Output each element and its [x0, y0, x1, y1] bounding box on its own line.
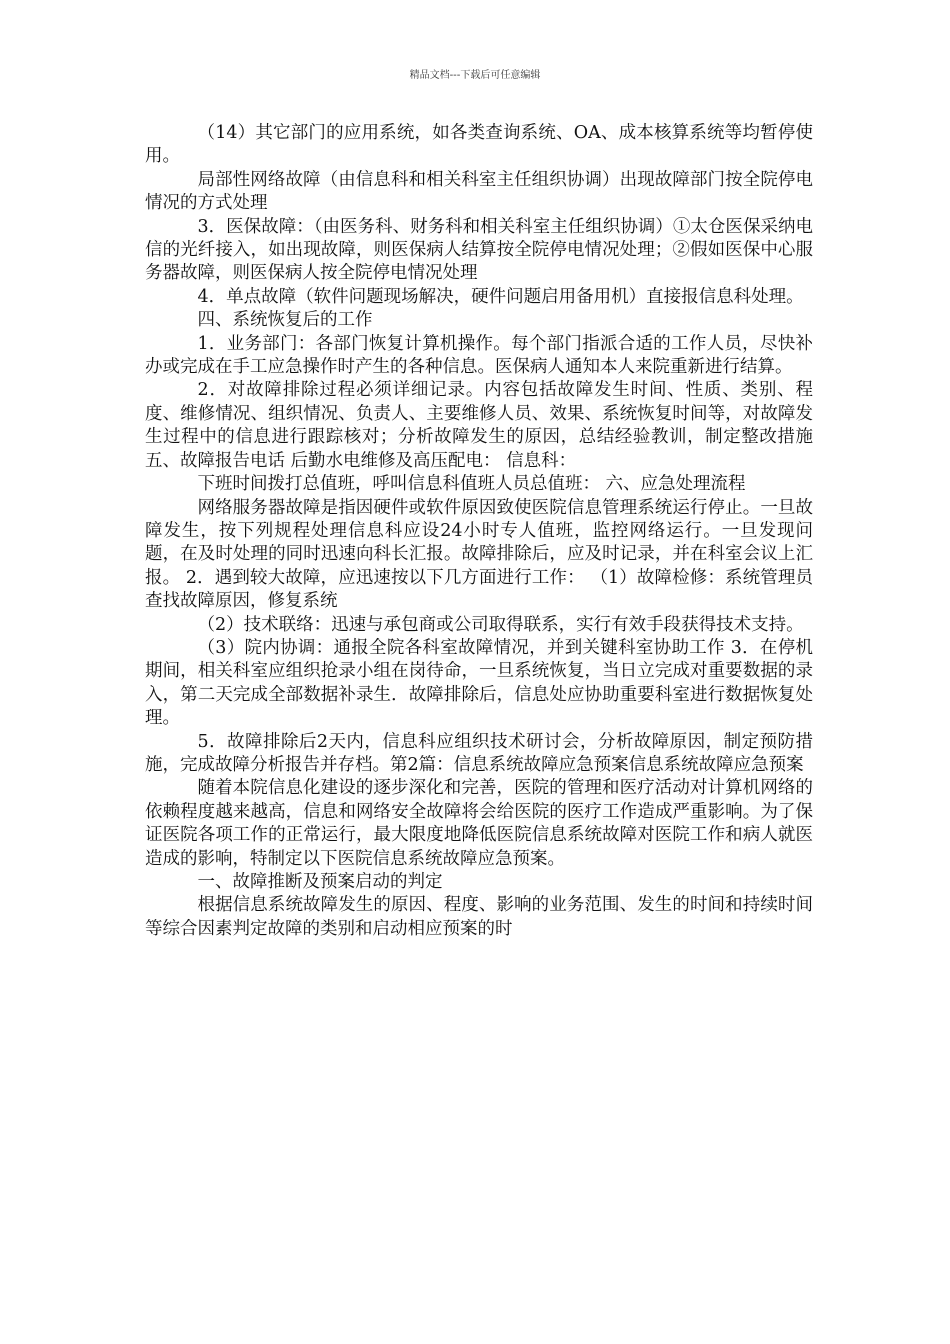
- paragraph-other-systems: （14）其它部门的应用系统，如各类查询系统、OA、成本核算系统等均暂停使用。: [145, 123, 813, 167]
- paragraph-medical-insurance-fault: 3．医保故障：（由医务科、财务科和相关科室主任组织协调）①太仓医保采纳电信的光纤接入，如出现故障，则医保病人结算按全院停电情况处理；②假如医保中心服务器故障，则医保病人按全院停电情况处理: [145, 216, 813, 284]
- section-heading-recovery: 四、系统恢复后的工作: [197, 310, 373, 331]
- paragraph-internal-coordination: （3）院内协调：通报全院各科室故障情况，并到关键科室协助工作 3．在停机期间，相关科室应组织抢录小组在岗待命，一旦系统恢复，当日立完成对重要数据的录入，第二天完成全部数据补录生．故障排除后，信息处应协助重要科室进行数据恢复处理。: [145, 637, 813, 729]
- page-header: 精品文档---下载后可任意编辑: [409, 70, 541, 81]
- paragraph-local-network-fault: 局部性网络故障（由信息科和相关科室主任组织协调）出现故障部门按全院停电情况的方式处理: [145, 169, 813, 214]
- paragraph-fault-record: 2．对故障排除过程必须详细记录。内容包括故障发生时间、性质、类别、程度、维修情况、组织情况、负责人、主要维修人员、效果、系统恢复时间等，对故障发生过程中的信息进行跟踪核对；分析故障发生的原因，总结经验教训，制定整改措施 五、故障报告电话 后勤水电维修及高压配电： 信息科：: [145, 380, 813, 471]
- paragraph-single-point-fault: 4．单点故障（软件问题现场解决，硬件问题启用备用机）直接报信息科处理。: [197, 286, 804, 307]
- paragraph-post-fault-review: 5．故障排除后2天内，信息科应组织技术研讨会，分析故障原因，制定预防措施，完成故障分析报告并存档。第2篇：信息系统故障应急预案信息系统故障应急预案: [145, 731, 813, 775]
- paragraph-after-hours: 下班时间拨打总值班，呼叫信息科值班人员总值班： 六、应急处理流程: [197, 474, 746, 495]
- paragraph-introduction: 随着本院信息化建设的逐步深化和完善，医院的管理和医疗活动对计算机网络的依赖程度越来越高，信息和网络安全故障将会给医院的医疗工作造成严重影响。为了保证医院各项工作的正常运行，最大限度地降低医院信息系统故障对医院工作和病人就医造成的影响，特制定以下医院信息系统故障应急预案。: [145, 778, 813, 869]
- document-body: [145, 122, 813, 941]
- paragraph-technical-contact: （2）技术联络：迅速与承包商或公司取得联系，实行有效手段获得技术支持。: [197, 614, 804, 635]
- paragraph-server-fault: 网络服务器故障是指因硬件或软件原因致使医院信息管理系统运行停止。一旦故障发生，按下列规程处理信息科应设24小时专人值班，监控网络运行。一旦发现问题，在及时处理的同时迅速向科长汇报。故障排除后，应及时记录，并在科室会议上汇报。 2．遇到较大故障，应迅速按以下几方面进行工作： （1）故障检修：系统管理员查找故障原因，修复系统: [145, 497, 813, 612]
- section-heading-fault-judgement: 一、故障推断及预案启动的判定: [197, 872, 443, 892]
- paragraph-business-departments: 1．业务部门：各部门恢复计算机操作。每个部门指派合适的工作人员，尽快补办或完成在手工应急操作时产生的各种信息。医保病人通知本人来院重新进行结算。: [145, 333, 813, 378]
- paragraph-fault-classification: 根据信息系统故障发生的原因、程度、影响的业务范围、发生的时间和持续时间等综合因素判定故障的类别和启动相应预案的时: [145, 895, 813, 939]
